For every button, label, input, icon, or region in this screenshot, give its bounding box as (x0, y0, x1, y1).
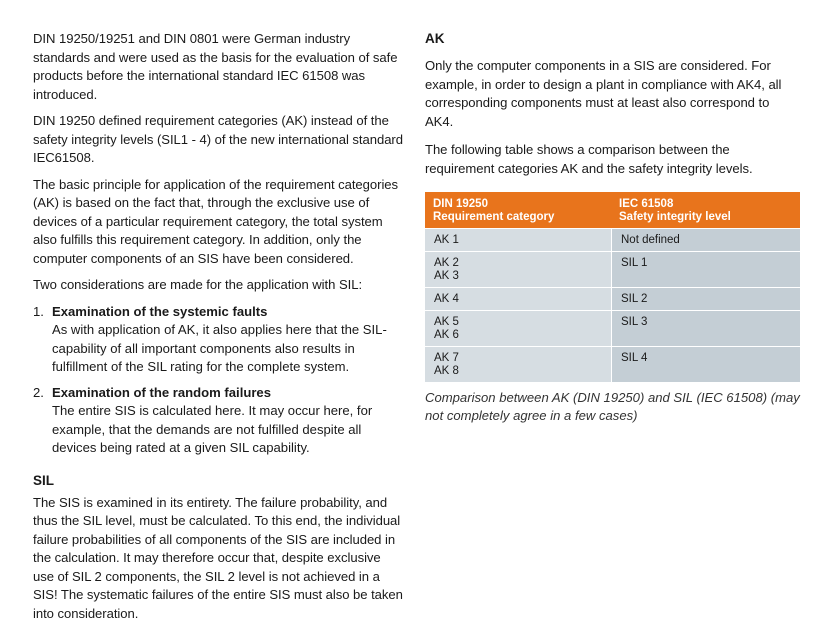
ak-heading: AK (425, 31, 445, 46)
right-column (425, 30, 800, 425)
sil-cell: Not defined (611, 228, 800, 251)
ak-value: AK 3 (434, 270, 459, 282)
left-column (33, 30, 405, 631)
list-item-title: Examination of the systemic faults (52, 303, 268, 319)
comparison-table (425, 192, 800, 382)
table-caption: Comparison between AK (DIN 19250) and SIL (IEC 61508) (may not completely agree in a few cases) (425, 390, 800, 423)
table-row (425, 251, 800, 287)
table-header-row (425, 192, 800, 228)
ak-value: AK 6 (434, 329, 459, 341)
table-intro: The following table shows a comparison between the requirement categories AK and the safety integrity levels. (425, 142, 753, 176)
header-line: DIN 19250 (433, 198, 488, 210)
intro-paragraph-2: DIN 19250 defined requirement categories (AK) instead of the safety integrity levels (SIL1 - 4) of the new international standard IEC61508. (33, 113, 403, 165)
list-item-number: 2. (33, 384, 44, 400)
intro-paragraph-4: Two considerations are made for the application with SIL: (33, 277, 363, 292)
list-item (33, 303, 405, 377)
sil-heading: SIL (33, 472, 55, 488)
ak-value: AK 1 (434, 234, 459, 246)
ak-value: AK 8 (434, 365, 459, 377)
intro-paragraph-3: The basic principle for application of the requirement categories (AK) is based on the fact that, through the exclusive use of devices of a particular requirement category, the total system also fulfills this requirement category. In addition, only the computer components of an SIS have been considered. (33, 176, 399, 266)
list-item-number: 1. (33, 303, 44, 319)
header-line: Safety integrity level (619, 211, 731, 223)
header-line: IEC 61508 (619, 198, 674, 210)
table-row (425, 287, 800, 310)
ak-value: AK 4 (434, 293, 459, 305)
sil-cell: SIL 3 (611, 310, 800, 346)
ak-value: AK 5 (434, 316, 459, 328)
considerations-list (33, 303, 405, 458)
list-item-body: As with application of AK, it also applies here that the SIL-capability of all important components also results in fulfillment of the SIL rating for the complete system. (52, 322, 387, 374)
sil-cell: SIL 4 (611, 346, 800, 382)
table-row (425, 346, 800, 382)
intro-paragraph-1: DIN 19250/19251 and DIN 0801 were German industry standards and were used as the basis for the evaluation of safe products before the international standard IEC 61508 was introduced. (33, 31, 398, 102)
header-line: Requirement category (433, 211, 555, 223)
sil-cell: SIL 2 (611, 287, 800, 310)
ak-cell (425, 287, 611, 310)
sil-paragraph: The SIS is examined in its entirety. The failure probability, and thus the SIL level, must be calculated. To this end, the individual failure probabilities of all components of the SIS are included in the calculation. It may therefore occur that, despite exclusive use of SIL 2 components, the SIL 2 level is not achieved in a SIS! The systematic failures of the entire SIS must also be taken into consideration. (33, 494, 403, 621)
sil-cell: SIL 1 (611, 251, 800, 287)
ak-cell (425, 228, 611, 251)
header-iec-61508 (611, 192, 800, 228)
table-row (425, 310, 800, 346)
header-din-19250 (425, 192, 611, 228)
list-item-title: Examination of the random failures (52, 384, 271, 400)
ak-paragraph: Only the computer components in a SIS are considered. For example, in order to design a plant in compliance with AK4, all corresponding components must at least also correspond to AK4. (425, 58, 782, 129)
table-row (425, 228, 800, 251)
ak-cell (425, 251, 611, 287)
ak-cell (425, 310, 611, 346)
list-item (33, 384, 405, 458)
ak-value: AK 2 (434, 257, 459, 269)
ak-value: AK 7 (434, 352, 459, 364)
ak-cell (425, 346, 611, 382)
list-item-body: The entire SIS is calculated here. It may occur here, for example, that the demands are not fulfilled despite all devices being rated at a given SIL capability. (52, 403, 373, 455)
